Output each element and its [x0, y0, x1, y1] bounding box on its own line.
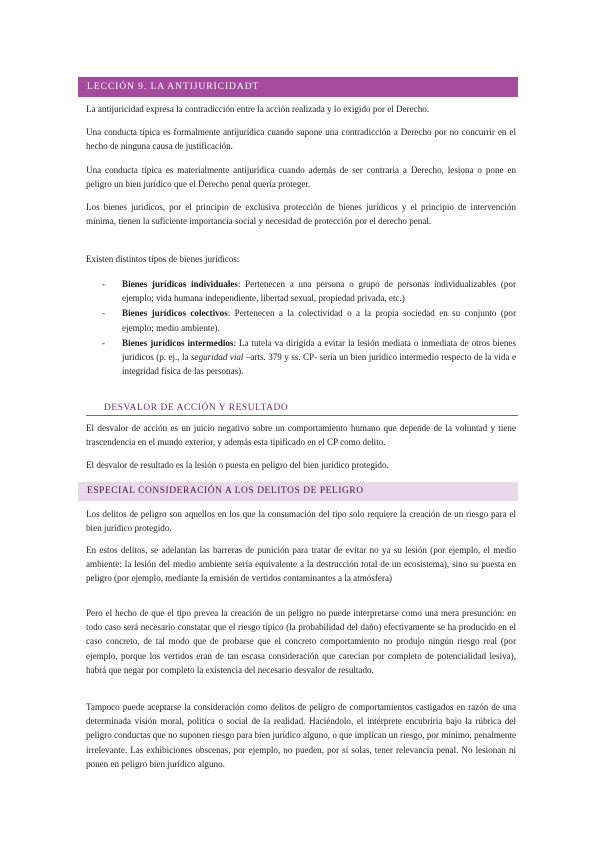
list-dash: -	[102, 337, 106, 348]
list-term: Bienes jurídicos individuales	[122, 279, 238, 289]
list-item	[86, 306, 516, 334]
paragraph: Existen distintos tipos de bienes jurídicos:	[86, 254, 240, 264]
paragraph: En estos delitos, se adelantan las barreras de punición para tratar de evitar no ya su lesión (por ejemplo, el medio ambiente: la lesión del medio ambiente sería equivalente a la destrucción total de un ecosistema), sino su puesta en peligro (por ejemplo, mediante la emisión de vertidos contaminantes a la atmósfera)	[86, 545, 516, 584]
list-term: Bienes jurídicos intermedios	[122, 337, 234, 348]
list-dash: -	[102, 308, 106, 319]
paragraph: Una conducta típica es materialmente antijurídica cuando además de ser contraria a Derecho, lesiona o pone en peligro un bien jurídico que el Derecho penal quería proteger.	[86, 165, 516, 190]
list-item	[86, 277, 516, 305]
list-text-italic: seguridad vial	[191, 352, 244, 363]
paragraph: El desvalor de resultado es la lesión o puesta en peligro del bien jurídico protegido.	[86, 460, 389, 470]
paragraph: Los delitos de peligro son aquellos en los que la consumación del tipo solo requiere la creación de un riesgo para el bien jurídico protegido.	[86, 509, 516, 534]
paragraph: Pero el hecho de que el tipo prevea la creación de un peligro no puede interpretarse como una mera presunción: en todo caso será necesario constatar que el riesgo típico (la probabilidad del daño) efectivamente se ha producido en el caso concreto, de tal modo que de probarse que el concreto comportamiento no produjo ningún riesgo real (por ejemplo, porque los vertidos eran de tan escasa consideración que carecían por completo de potencialidad lesiva), habrá que negar por completo la existencia del necesario desvalor de resultado.	[86, 608, 516, 675]
paragraph: Los bienes jurídicos, por el principio de exclusiva protección de bienes jurídicos y el principio de intervención mínima, tienen la suficiente importancia social y necesidad de protección por el derecho penal.	[86, 202, 516, 227]
section-heading-delitos-peligro: ESPECIAL CONSIDERACIÓN A LOS DELITOS DE PELIGRO	[78, 482, 518, 501]
bienes-juridicos-list	[86, 277, 516, 379]
list-term: Bienes jurídicos colectivos	[122, 308, 228, 319]
section-heading-antijuricidad: LECCIÓN 9. LA ANTIJURICIDADT	[78, 77, 518, 97]
list-text: : La tutela va dirigida a evitar la lesión mediata o inmediata de otros bienes jurídicos (p. ej., la	[122, 337, 516, 363]
paragraph: El desvalor de acción es un juicio negativo sobre un comportamiento humano que depende de la voluntad y tiene trascendencia en el mundo exterior, y además esta tipificado en el CP como delito.	[86, 423, 516, 448]
list-dash: -	[102, 279, 106, 289]
list-text: : Pertenecen a una persona o grupo de personas individualizables (por ejemplo; vida humana independiente, libertad sexual, propiedad privada, etc.)	[122, 279, 516, 304]
list-item	[86, 336, 516, 379]
paragraph: Tampoco puede aceptarse la consideración como delitos de peligro de comportamientos castigados en razón de una determinada visión moral, política o social de la realidad. Haciéndolo, el intérprete encubriría bajo la rúbrica del peligro conductas que no suponen riesgo para bien jurídico alguno, o que implican un riesgo, por mínimo, penalmente irrelevante. Las exhibiciones obscenas, por ejemplo, no pueden, por sí solas, tener relevancia penal. No lesionan ni ponen en peligro bien jurídico alguno.	[86, 702, 516, 769]
paragraph: Una conducta típica es formalmente antijurídica cuando supone una contradicción a Derecho por no concurrir en el hecho de ninguna causa de justificación.	[86, 127, 516, 152]
paragraph: La antijuricidad expresa la contradicción entre la acción realizada y lo exigido por el Derecho.	[86, 104, 430, 114]
list-text: –arts. 379 y ss. CP- sería un bien jurídico intermedio respecto de la vida e integridad física de las personas).	[122, 352, 516, 377]
list-text: : Pertenecen a la colectividad o a la propia sociedad en su conjunto (por ejemplo; medio ambiente).	[122, 308, 516, 333]
section-heading-desvalor: DESVALOR DE ACCIÓN Y RESULTADO	[86, 400, 518, 416]
